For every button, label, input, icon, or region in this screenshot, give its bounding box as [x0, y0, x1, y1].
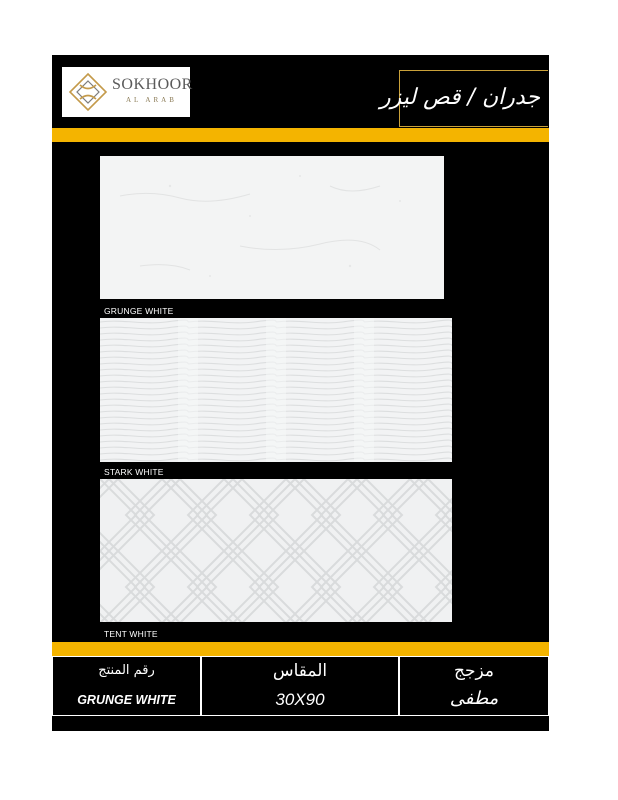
tile-grunge-white	[100, 156, 444, 299]
brand-name: SOKHOOR	[112, 76, 193, 93]
tile-tent-white	[100, 479, 452, 622]
size-label: المقاس	[272, 661, 328, 681]
brand-logo	[62, 67, 193, 117]
grunge-texture	[100, 156, 444, 299]
product-info-table	[52, 656, 549, 716]
product-label: رقم المنتج	[98, 663, 155, 678]
tile-label-tent: TENT WHITE	[104, 629, 158, 639]
tile-label-stark: STARK WHITE	[104, 467, 164, 477]
size-cell	[201, 656, 399, 716]
finish-label: مزجج	[454, 661, 494, 681]
stark-wave-texture	[100, 318, 452, 462]
title-box	[379, 70, 548, 127]
finish-cell	[399, 656, 549, 716]
product-cell	[52, 656, 201, 716]
bottom-accent-bar	[52, 642, 549, 656]
tile-stark-white	[100, 318, 452, 462]
page-title: جدران / قص ليزر	[379, 85, 540, 110]
top-accent-bar	[52, 128, 549, 142]
tile-label-grunge: GRUNGE WHITE	[104, 306, 174, 316]
catalog-sheet	[52, 55, 549, 731]
brand-subname: AL ARAB	[126, 96, 177, 104]
size-value: 30X90	[275, 690, 325, 709]
product-value: GRUNGE WHITE	[77, 693, 176, 707]
logo-mark-icon	[66, 71, 110, 113]
finish-value: مطفى	[449, 688, 499, 709]
tent-chevron-texture	[100, 479, 452, 622]
